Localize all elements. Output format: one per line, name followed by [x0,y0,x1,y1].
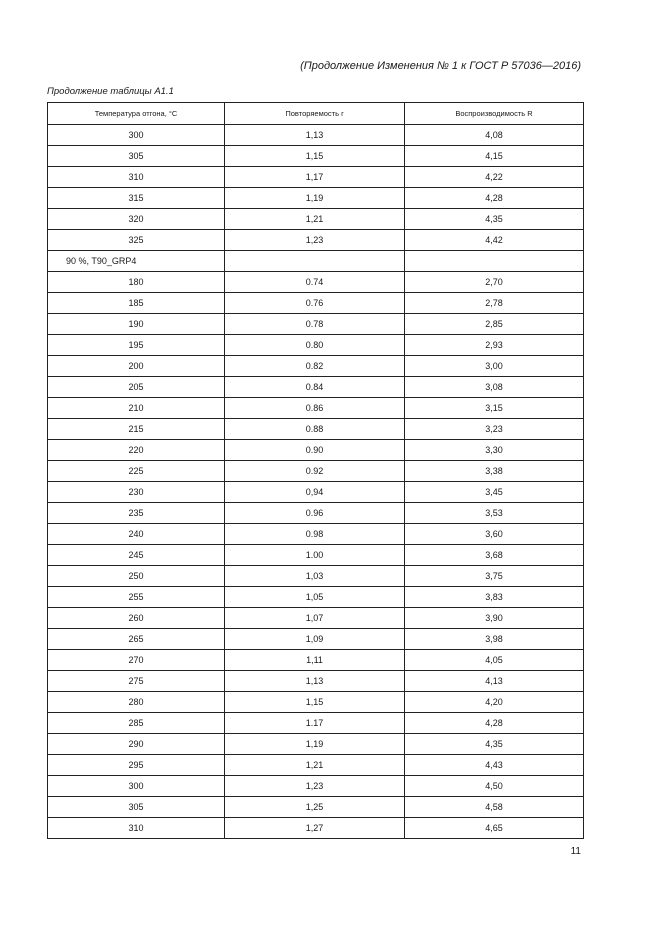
temperature-cell: 305 [48,146,225,167]
reproducibility-cell: 4,58 [405,797,584,818]
reproducibility-cell: 4,43 [405,755,584,776]
table-row [48,566,584,587]
repeatability-cell: 1,19 [225,188,405,209]
temperature-cell: 200 [48,356,225,377]
repeatability-cell: 1,03 [225,566,405,587]
repeatability-cell: 1,15 [225,146,405,167]
table-continuation-title: Продолжение таблицы А1.1 [47,86,174,97]
group-label-cell: 90 %, T90_GRP4 [48,251,225,272]
column-header-repeatability: Повторяемость r [225,103,405,125]
temperature-cell: 310 [48,818,225,839]
table-row [48,461,584,482]
reproducibility-cell: 3,30 [405,440,584,461]
reproducibility-cell: 3,75 [405,566,584,587]
table-row [48,482,584,503]
reproducibility-cell: 4,15 [405,146,584,167]
repeatability-cell: 1.00 [225,545,405,566]
reproducibility-cell: 4,42 [405,230,584,251]
repeatability-cell: 1,15 [225,692,405,713]
temperature-cell: 245 [48,545,225,566]
repeatability-cell: 0.80 [225,335,405,356]
reproducibility-cell: 3,90 [405,608,584,629]
repeatability-cell: 1,13 [225,671,405,692]
reproducibility-cell: 3,08 [405,377,584,398]
temperature-cell: 275 [48,671,225,692]
table-row [48,797,584,818]
repeatability-cell: 1,13 [225,125,405,146]
reproducibility-cell: 3,98 [405,629,584,650]
table-row [48,209,584,230]
reproducibility-cell: 2,93 [405,335,584,356]
reproducibility-cell: 3,38 [405,461,584,482]
table-row [48,503,584,524]
repeatability-cell: 0.74 [225,272,405,293]
repeatability-cell: 1.17 [225,713,405,734]
reproducibility-cell: 3,68 [405,545,584,566]
repeatability-cell: 1,11 [225,650,405,671]
reproducibility-cell: 2,70 [405,272,584,293]
repeatability-cell: 0.96 [225,503,405,524]
table-row [48,293,584,314]
repeatability-cell: 0.92 [225,461,405,482]
repeatability-cell: 0.88 [225,419,405,440]
repeatability-cell: 1,27 [225,818,405,839]
repeatability-cell: 0.98 [225,524,405,545]
document-header: (Продолжение Изменения № 1 к ГОСТ Р 57036—2016) [300,60,581,72]
table-row [48,629,584,650]
repeatability-cell: 1,23 [225,230,405,251]
temperature-cell: 215 [48,419,225,440]
temperature-cell: 190 [48,314,225,335]
empty-cell [405,251,584,272]
temperature-cell: 220 [48,440,225,461]
reproducibility-cell: 2,78 [405,293,584,314]
table-row [48,356,584,377]
reproducibility-cell: 4,28 [405,713,584,734]
temperature-cell: 280 [48,692,225,713]
repeatability-cell: 0,94 [225,482,405,503]
reproducibility-cell: 3,45 [405,482,584,503]
repeatability-cell: 0.84 [225,377,405,398]
repeatability-cell: 1,25 [225,797,405,818]
table-row [48,524,584,545]
table-row [48,272,584,293]
repeatability-cell: 1,21 [225,209,405,230]
table-row [48,314,584,335]
repeatability-cell: 0.86 [225,398,405,419]
table-row [48,545,584,566]
table-row [48,146,584,167]
table-row [48,377,584,398]
table-row [48,419,584,440]
reproducibility-cell: 3,60 [405,524,584,545]
temperature-cell: 230 [48,482,225,503]
table-row [48,671,584,692]
repeatability-cell: 0.82 [225,356,405,377]
temperature-cell: 300 [48,776,225,797]
temperature-cell: 295 [48,755,225,776]
reproducibility-cell: 4,35 [405,734,584,755]
table-row [48,650,584,671]
reproducibility-cell: 4,22 [405,167,584,188]
reproducibility-cell: 2,85 [405,314,584,335]
table-row [48,398,584,419]
temperature-cell: 195 [48,335,225,356]
table-row [48,734,584,755]
temperature-cell: 325 [48,230,225,251]
reproducibility-cell: 4,65 [405,818,584,839]
temperature-cell: 185 [48,293,225,314]
repeatability-cell: 0.78 [225,314,405,335]
reproducibility-cell: 3,00 [405,356,584,377]
page-number: 11 [570,846,581,857]
table-body [48,125,584,839]
temperature-cell: 210 [48,398,225,419]
temperature-cell: 320 [48,209,225,230]
table-header-row [48,103,584,125]
table-row [48,167,584,188]
table-row [48,230,584,251]
repeatability-cell: 1,09 [225,629,405,650]
repeatability-cell: 0.90 [225,440,405,461]
table-row [48,755,584,776]
column-header-temperature: Температура отгона, °C [48,103,225,125]
temperature-cell: 250 [48,566,225,587]
reproducibility-cell: 4,08 [405,125,584,146]
table-row [48,776,584,797]
temperature-cell: 235 [48,503,225,524]
temperature-cell: 260 [48,608,225,629]
reproducibility-cell: 3,15 [405,398,584,419]
repeatability-cell: 1,05 [225,587,405,608]
repeatability-cell: 1,19 [225,734,405,755]
temperature-cell: 255 [48,587,225,608]
repeatability-cell: 1,17 [225,167,405,188]
reproducibility-cell: 3,83 [405,587,584,608]
table-row [48,587,584,608]
reproducibility-cell: 4,20 [405,692,584,713]
temperature-cell: 290 [48,734,225,755]
reproducibility-cell: 3,23 [405,419,584,440]
empty-cell [225,251,405,272]
table-row [48,335,584,356]
table-row [48,440,584,461]
table-row [48,713,584,734]
reproducibility-cell: 4,28 [405,188,584,209]
temperature-cell: 240 [48,524,225,545]
temperature-cell: 270 [48,650,225,671]
data-table [47,102,584,839]
temperature-cell: 310 [48,167,225,188]
column-header-reproducibility: Воспроизводимость R [405,103,584,125]
table-row [48,692,584,713]
reproducibility-cell: 4,05 [405,650,584,671]
reproducibility-cell: 4,50 [405,776,584,797]
table-row [48,188,584,209]
temperature-cell: 305 [48,797,225,818]
temperature-cell: 315 [48,188,225,209]
reproducibility-cell: 4,35 [405,209,584,230]
temperature-cell: 300 [48,125,225,146]
repeatability-cell: 1,21 [225,755,405,776]
temperature-cell: 180 [48,272,225,293]
temperature-cell: 265 [48,629,225,650]
temperature-cell: 285 [48,713,225,734]
repeatability-cell: 0.76 [225,293,405,314]
repeatability-cell: 1,23 [225,776,405,797]
table-row [48,818,584,839]
reproducibility-cell: 4,13 [405,671,584,692]
temperature-cell: 205 [48,377,225,398]
repeatability-cell: 1,07 [225,608,405,629]
table-group-row [48,251,584,272]
table-row [48,125,584,146]
temperature-cell: 225 [48,461,225,482]
table-row [48,608,584,629]
reproducibility-cell: 3,53 [405,503,584,524]
